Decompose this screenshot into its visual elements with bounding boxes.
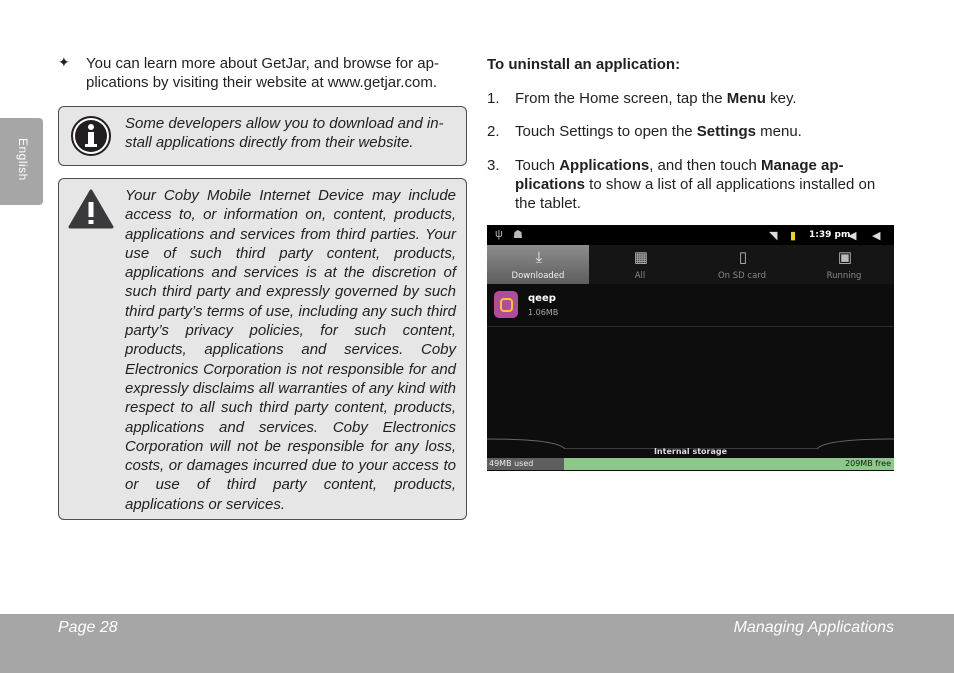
warning-icon bbox=[68, 188, 114, 230]
warning-note-text: Your Coby Mobile Internet Device may include access to, or information on, content, products, applications and services from third parties. Your use of such third party content, products, applications and services is at the discretion of such third party and expressly governed by such third party’s terms of use, including any such third party’s privacy policies, for such content, products, applications and services. Coby Electronics Corporation is not responsible for and expressly disclaims all warranties of any kind with respect to all such third party content, products, applications and services. Coby Electronics Corporation will not be responsible for any loss, costs, or damages incurred due to your access to or use of third party content, products, applications or services. bbox=[125, 187, 456, 513]
android-icon: ☗ bbox=[513, 229, 523, 241]
battery-icon: ▮ bbox=[790, 230, 797, 242]
step-number: 2. bbox=[487, 123, 500, 140]
language-tab bbox=[0, 118, 43, 205]
grid-icon: ▦ bbox=[633, 249, 649, 266]
step-text: Touch Applications, and then touch Manage ap-plications to show a list of all applications installed on the tablet. bbox=[515, 157, 876, 212]
download-icon: ⤓ bbox=[535, 249, 543, 266]
app-list-item[interactable] bbox=[487, 286, 894, 327]
usb-icon: ψ bbox=[495, 228, 503, 240]
volume-up-icon: ◀ bbox=[872, 230, 881, 242]
page-footer bbox=[0, 614, 954, 673]
tab-label: Downloaded bbox=[511, 271, 565, 281]
sd-card-icon: ▯ bbox=[738, 249, 748, 266]
app-tabs bbox=[487, 245, 894, 284]
step-text: From the Home screen, tap the Menu key. bbox=[515, 90, 797, 107]
tab-label: All bbox=[634, 271, 646, 281]
page-number: Page 28 bbox=[58, 619, 118, 636]
bullet-symbol: ✦ bbox=[58, 54, 70, 70]
manage-applications-screenshot bbox=[487, 225, 894, 471]
info-note bbox=[58, 106, 467, 166]
language-label: English bbox=[16, 138, 30, 181]
running-icon: ▣ bbox=[837, 249, 853, 266]
storage-bar bbox=[487, 458, 894, 470]
bullet-text: You can learn more about GetJar, and browse for ap-plications by visiting their website at www.getjar.com. bbox=[86, 55, 439, 91]
step-number: 3. bbox=[487, 157, 500, 174]
info-note-text: Some developers allow you to download and in-stall applications directly from their website. bbox=[125, 115, 444, 152]
storage-label: Internal storage bbox=[653, 447, 728, 456]
step-number: 1. bbox=[487, 90, 500, 107]
volume-down-icon: ◀ bbox=[848, 230, 857, 242]
tab-on-sd-card[interactable] bbox=[691, 245, 793, 284]
tab-label: Running bbox=[826, 271, 862, 281]
tab-all[interactable] bbox=[589, 245, 691, 284]
status-time: 1:39 pm bbox=[809, 230, 851, 240]
step-text: Touch Settings to open the Settings menu. bbox=[515, 123, 802, 140]
qeep-app-icon bbox=[494, 291, 518, 318]
tab-downloaded[interactable] bbox=[487, 245, 589, 284]
tab-running[interactable] bbox=[793, 245, 895, 284]
warning-note bbox=[58, 178, 467, 520]
app-name: qeep bbox=[528, 293, 556, 304]
status-bar bbox=[487, 225, 894, 245]
instructions-heading: To uninstall an application: bbox=[487, 56, 681, 73]
wifi-icon: ◥ bbox=[769, 230, 778, 242]
section-title: Managing Applications bbox=[733, 619, 894, 636]
app-size: 1.06MB bbox=[528, 308, 559, 317]
storage-free-label: 209MB free bbox=[845, 459, 891, 468]
info-icon bbox=[70, 115, 112, 157]
tab-label: On SD card bbox=[717, 271, 767, 281]
storage-used-label: 49MB used bbox=[489, 459, 534, 468]
